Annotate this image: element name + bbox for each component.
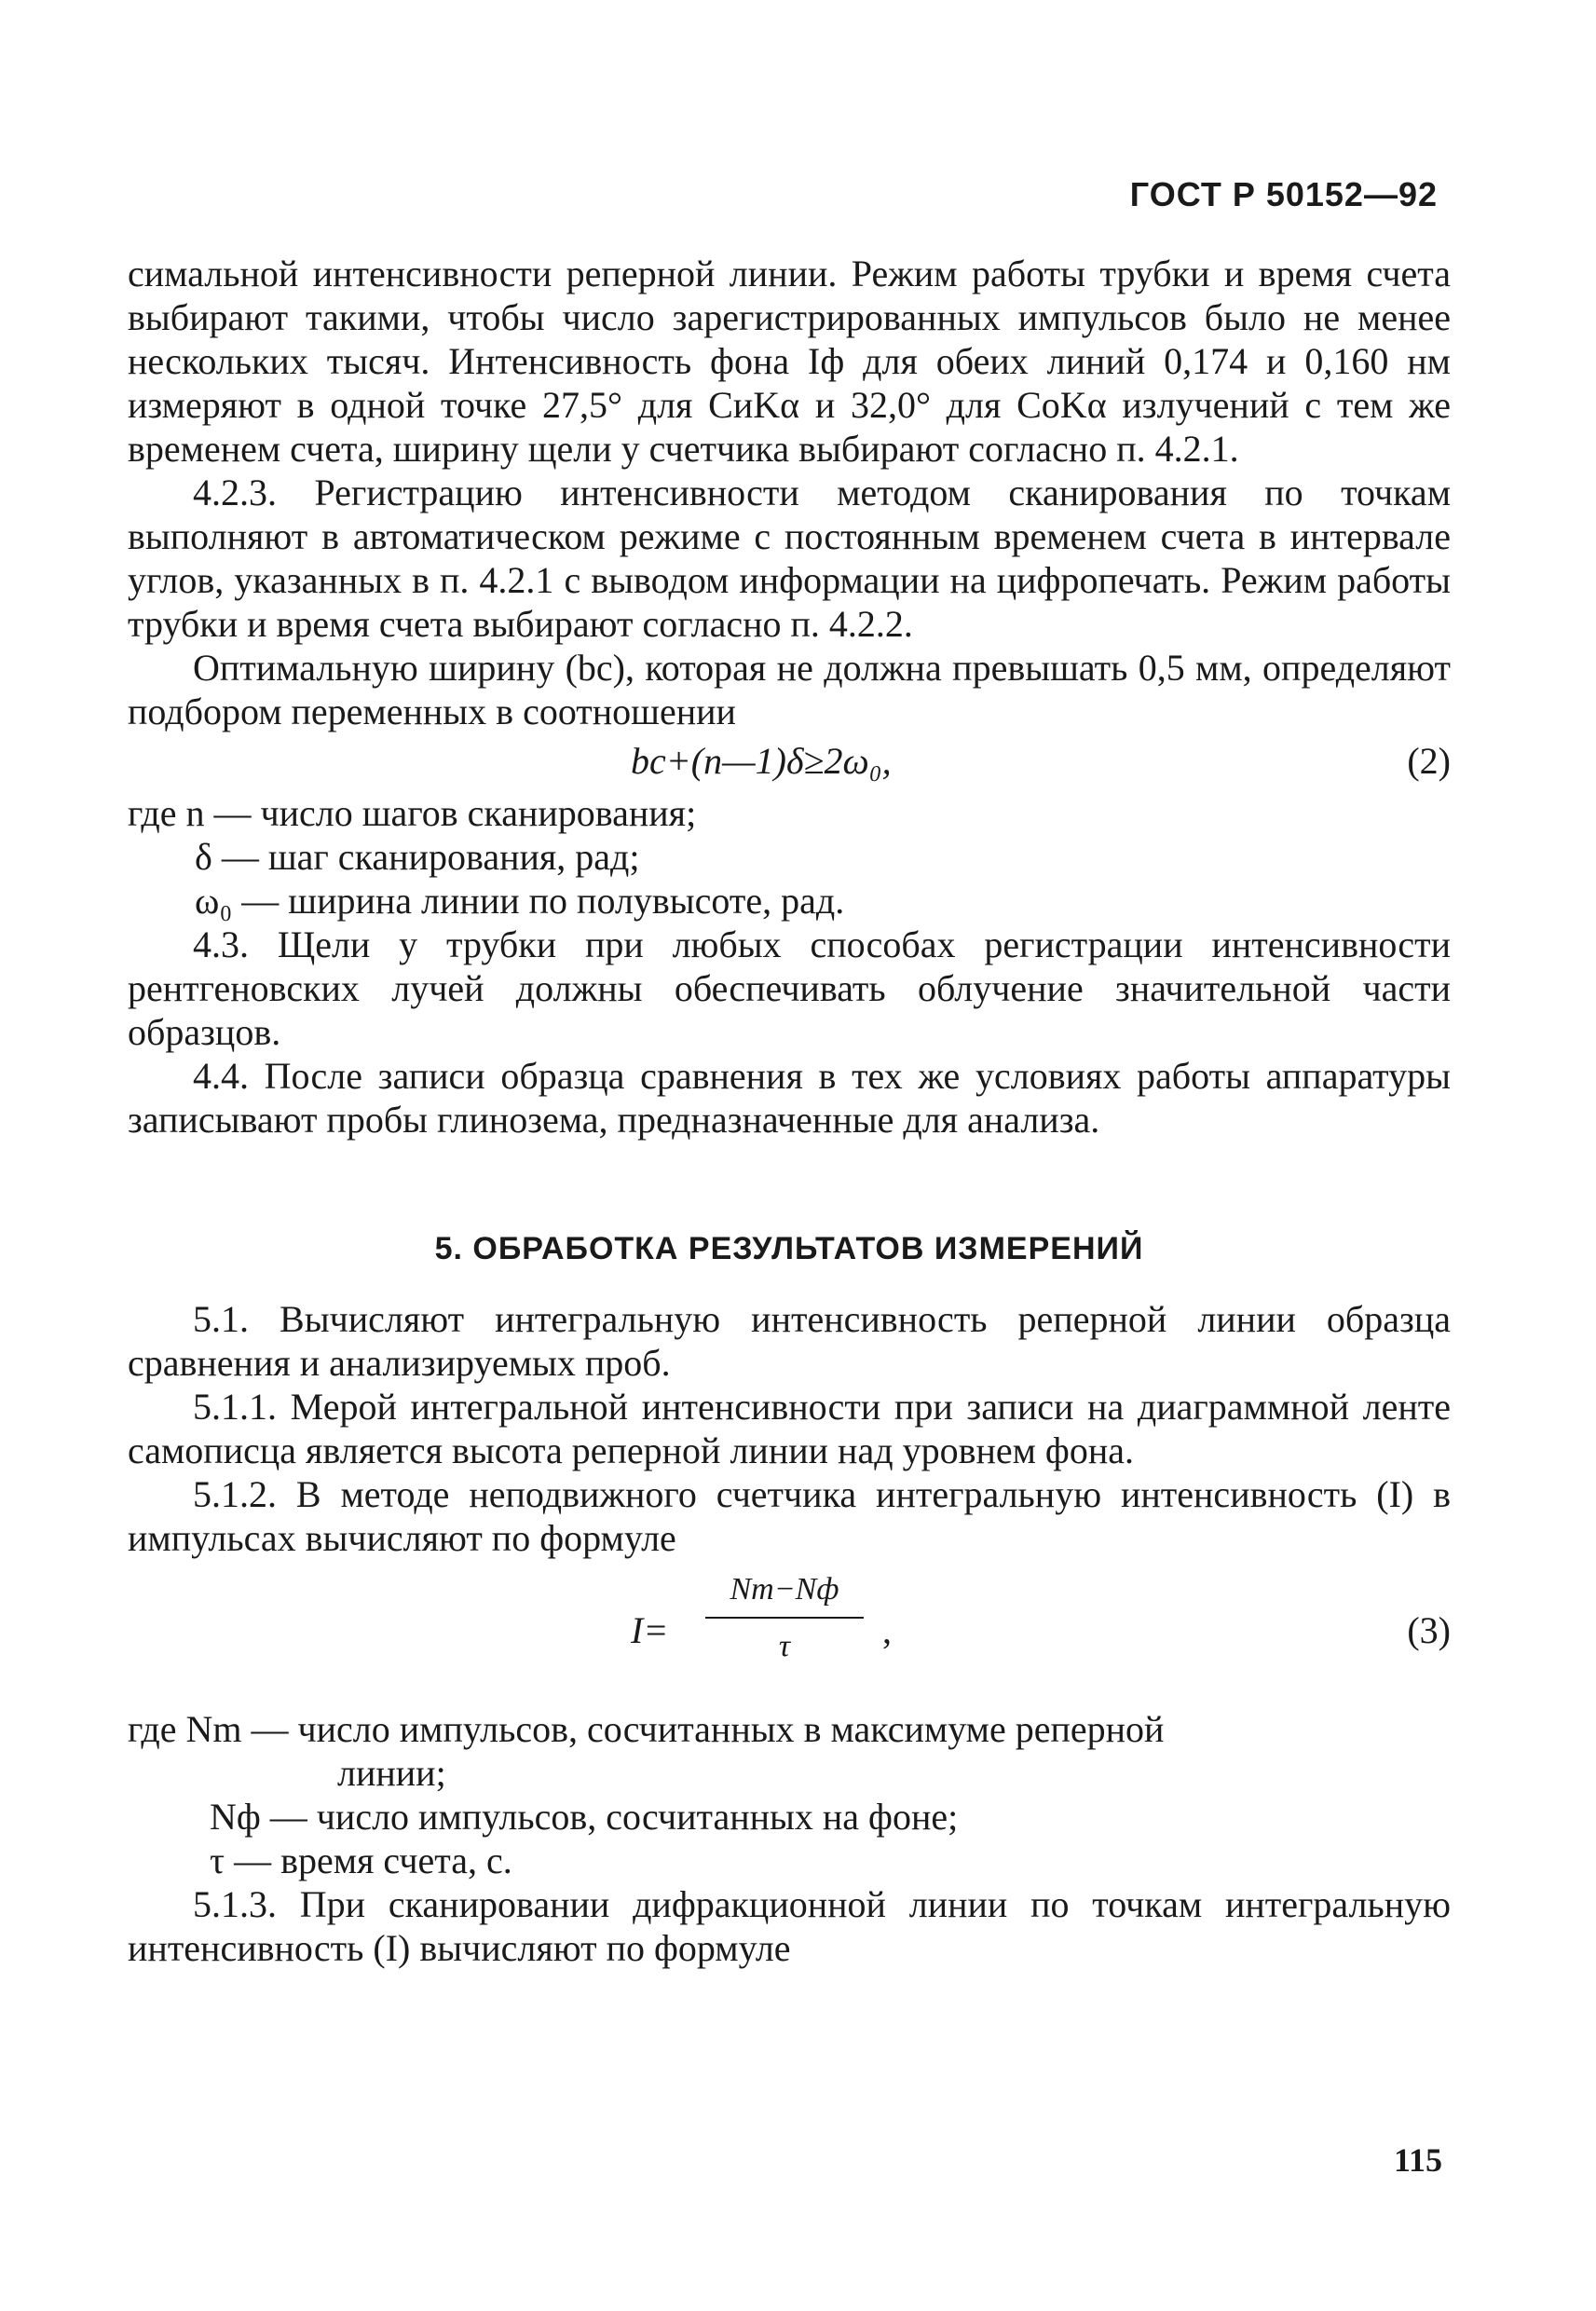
- formula-3-denominator: τ: [778, 1629, 791, 1663]
- legend-nm-continuation: линии;: [337, 1752, 446, 1794]
- legend-tau: τ — время счета, с.: [210, 1839, 512, 1881]
- formula-3-number: (3): [1407, 1609, 1451, 1651]
- formula-2-number: (2): [1407, 740, 1451, 782]
- legend-n: где n — число шагов сканирования;: [128, 792, 697, 834]
- formula-3: [128, 1567, 1451, 1698]
- legend-omega: ω₀ — ширина линии по полувысоте, рад.: [195, 880, 845, 922]
- paragraph-5-1-2: 5.1.2. В методе неподвижного счетчика интегральную интенсивность (I) в импульсах вычисляют по формуле: [128, 1473, 1451, 1559]
- formula-3-comma: ,: [882, 1609, 892, 1651]
- paragraph-5-1-3: 5.1.3. При сканировании дифракционной линии по точкам интегральную интенсивность (I) вычисляют по формуле: [128, 1883, 1451, 1969]
- paragraph-5-1: 5.1. Вычисляют интегральную интенсивность реперной линии образца сравнения и анализируемых проб.: [128, 1298, 1451, 1384]
- paragraph-5-1-1: 5.1.1. Мерой интегральной интенсивности при записи на диаграммной ленте самописца является высота реперной линии над уровнем фона.: [128, 1386, 1451, 1471]
- formula-2-expression: bс+(n—1)δ≥2ω₀,: [631, 740, 892, 782]
- legend-formula-3: [128, 1707, 1451, 1882]
- section-5-heading: 5. ОБРАБОТКА РЕЗУЛЬТАТОВ ИЗМЕРЕНИЙ: [434, 1231, 1144, 1266]
- formula-3-fraction: [705, 1567, 864, 1668]
- formula-3-numerator: Nm−Nф: [730, 1572, 839, 1607]
- legend-nm: где Nm — число импульсов, сосчитанных в максимуме реперной: [128, 1708, 1165, 1750]
- formula-2: [128, 733, 1451, 791]
- paragraph-4-3: 4.3. Щели у трубки при любых способах регистрации интенсивности рентгеновских лучей должны обеспечивать облучение значительной части образцов.: [128, 923, 1451, 1053]
- legend-nf: Nф — число импульсов, сосчитанных на фоне;: [210, 1796, 959, 1838]
- document-body: [128, 252, 1451, 1970]
- paragraph-4-2-3: 4.2.3. Регистрацию интенсивности методом сканирования по точкам выполняют в автоматическом режиме с постоянным временем счета в интервале углов, указанных в п. 4.2.1 с выводом информации на цифропечать. Режим работы трубки и время счета выбирают согласно п. 4.2.2.: [128, 472, 1451, 645]
- paragraph-optimal-width: Оптимальную ширину (bс), которая не должна превышать 0,5 мм, определяют подбором переменных в соотношении: [128, 647, 1451, 732]
- paragraph-continuation: симальной интенсивности реперной линии. Режим работы трубки и время счета выбирают такими, чтобы число зарегистрированных импульсов было не менее нескольких тысяч. Интенсивность фона Iф для обеих линий 0,174 и 0,160 нм измеряют в одной точке 27,5° для CиKα и 32,0° для CoKα излучений с тем же временем счета, ширину щели у счетчика выбирают согласно п. 4.2.1.: [128, 253, 1451, 470]
- legend-delta: δ — шаг сканирования, рад;: [195, 836, 640, 878]
- paragraph-4-4: 4.4. После записи образца сравнения в тех же условиях работы аппаратуры записывают пробы глинозема, предназначенные для анализа.: [128, 1055, 1451, 1141]
- page-number: 115: [1393, 2141, 1442, 2179]
- fraction-bar: [705, 1617, 864, 1619]
- document-header: ГОСТ Р 50152—92: [1129, 175, 1438, 213]
- formula-3-lhs: I=: [631, 1609, 669, 1651]
